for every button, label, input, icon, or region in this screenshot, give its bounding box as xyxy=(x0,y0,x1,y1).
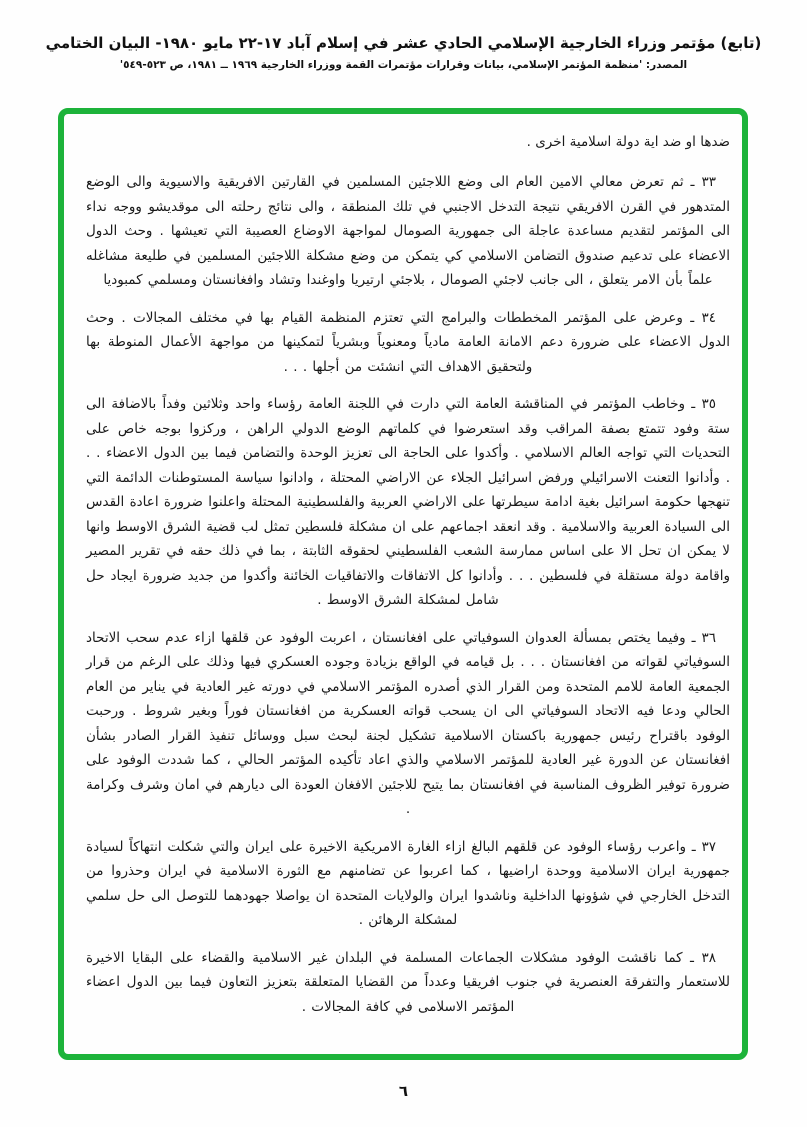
document-header xyxy=(0,34,807,71)
paragraph-37: ٣٧ ـ واعرب رؤساء الوفود عن قلقهم البالغ ازاء الغارة الامريكية الاخيرة على ايران والتي شكلت انتهاكاً لسيادة جمهورية ايران الاسلامية ووحدة اراضيها ، كما اعربوا عن تضامنهم مع الثورة الاسلامية في ايران وحذروا من التدخل الخارجي في شؤونها الداخلية وناشدوا ايران والولايات المتحدة ان يواصلا جهودهما للتوصل الى حل سلمي لمشكلة الرهائن . xyxy=(86,838,730,928)
continuation-line: ضدها او ضد اية دولة اسلامية اخرى . xyxy=(526,134,730,150)
paragraph-34: ٣٤ ـ وعرض على المؤتمر المخططات والبرامج التي تعتزم المنظمة القيام بها في مختلف المجالات . وحث الدول الاعضاء على ضرورة دعم الامانة العامة مادياً ومعنوياً وبشرياً لتمكينها من مواجهة الأعمال المنوطة بها ولتحقيق الاهداف التي انشئت من أجلها . . . xyxy=(86,309,730,375)
document-source-line: المصدر: 'منظمة المؤتمر الإسلامي، بيانات وقرارات مؤتمرات القمة ووزراء الخارجية ١٩٦٩ ــ ١٩٨١، ص ٥٢٣-٥٤٩' xyxy=(119,59,688,71)
paragraph-38: ٣٨ ـ كما ناقشت الوفود مشكلات الجماعات المسلمة في البلدان غير الاسلامية والقضاء على البقايا الاخيرة للاستعمار والتفرقة العنصرية في جنوب افريقيا وعدداً من القضايا المتعلقة بتعزيز التعاون فيما بين الدول اعضاء المؤتمر الاسلامى في كافة المجالات . xyxy=(86,949,730,1015)
paragraph-33: ٣٣ ـ ثم تعرض معالي الامين العام الى وضع اللاجئين المسلمين في القارتين الافريقية والاسيوية والى الوضع المتدهور في القرن الافريقي نتيجة التدخل الاجنبي في تلك المنطقة ، والى نتائج رحلته الى موقديشو ووجه نداء الى المؤتمر لتقديم مساعدة عاجلة الى جمهورية الصومال لمواجهة الاوضاع العصيبة التي تعيشها . وحث الدول الاعضاء على تدعيم صندوق التضامن الاسلامي كي يتمكن من وضع مشكلة اللاجئين المسلمين في طليعة مشاغله علماً بأن الامر يتعلق ، الى جانب لاجئي الصومال ، بلاجئي ارتيريا واوغندا وتشاد وافغانستان ومسلمي كمبوديا xyxy=(86,174,730,288)
annotation-border-box xyxy=(58,108,748,1060)
document-title: (تابع) مؤتمر وزراء الخارجية الإسلامي الحادي عشر في إسلام آباد ١٧-٢٢ مايو ١٩٨٠- البيان الختامي xyxy=(45,34,762,52)
page-number: ٦ xyxy=(398,1082,409,1100)
paragraph-36: ٣٦ ـ وفيما يختص بمسألة العدوان السوفياتي على افغانستان ، اعربت الوفود عن قلقها ازاء عدم سحب الاتحاد السوفياتي لقواته من افغانستان . . . بل قيامه في الواقع بزيادة وجوده العسكري فيها وذلك على الرغم من قرار الجمعية العامة للامم المتحدة ومن القرار الذي أصدره المؤتمر الاسلامي في دورته غير العادية في يناير من العام الحالي ودعا فيه الاتحاد السوفياتي الى ان يسحب قواته العسكرية من افغانستان فوراً وبغير شروط . ورحبت الوفود باقتراح رئيس جمهورية باكستان الاسلامية تشكيل لجنة لبحث سبل ووسائل تنفيذ القرار الصادر بشأن افغانستان عن الدورة غير العادية للمؤتمر الاسلامي والذي اعاد تأكيده المؤتمر الحالي ، كما شددت الوفود على ضرورة توفير الظروف المناسبة في افغانستان بما يتيح للاجئين الافغان العودة الى ديارهم في امان وشرف وكرامة . xyxy=(86,629,730,817)
paragraph-35: ٣٥ ـ وخاطب المؤتمر في المناقشة العامة التي دارت في اللجنة العامة رؤساء واحد وثلاثين وفداً بالاضافة الى ستة وفود تتمتع بصفة المراقب وقد استعرضوا في كلماتهم الوضع الدولي الراهن ، وركزوا بوجه خاص على التحديات التي تواجه العالم الاسلامي . وأكدوا على الحاجة الى تعزيز الوحدة والتضامن فيما بين الدول الاعضاء . . . وأدانوا التعنت الاسرائيلي ورفض اسرائيل الجلاء عن الاراضي المحتلة ، وادانوا سياسة المستوطنات الدائمة التي تنهجها حكومة اسرائيل بغية ادامة سيطرتها على الاراضي العربية والفلسطينية المحتلة واعلنوا ضرورة اعادة القدس الى السيادة العربية والاسلامية . وقد انعقد اجماعهم على ان مشكلة فلسطين تمثل لب قضية الشرق الاوسط وانها لا يمكن ان تحل الا على اساس ممارسة الشعب الفلسطيني لحقوقه الثابتة ، بما في ذلك حقه في تقرير المصير واقامة دولة مستقلة في فلسطين . . . وأدانوا كل الاتفاقات والاتفاقيات الخائنة وأكدوا من جديد ضرورة ايجاد حل شامل لمشكلة الشرق الاوسط . xyxy=(86,396,730,608)
